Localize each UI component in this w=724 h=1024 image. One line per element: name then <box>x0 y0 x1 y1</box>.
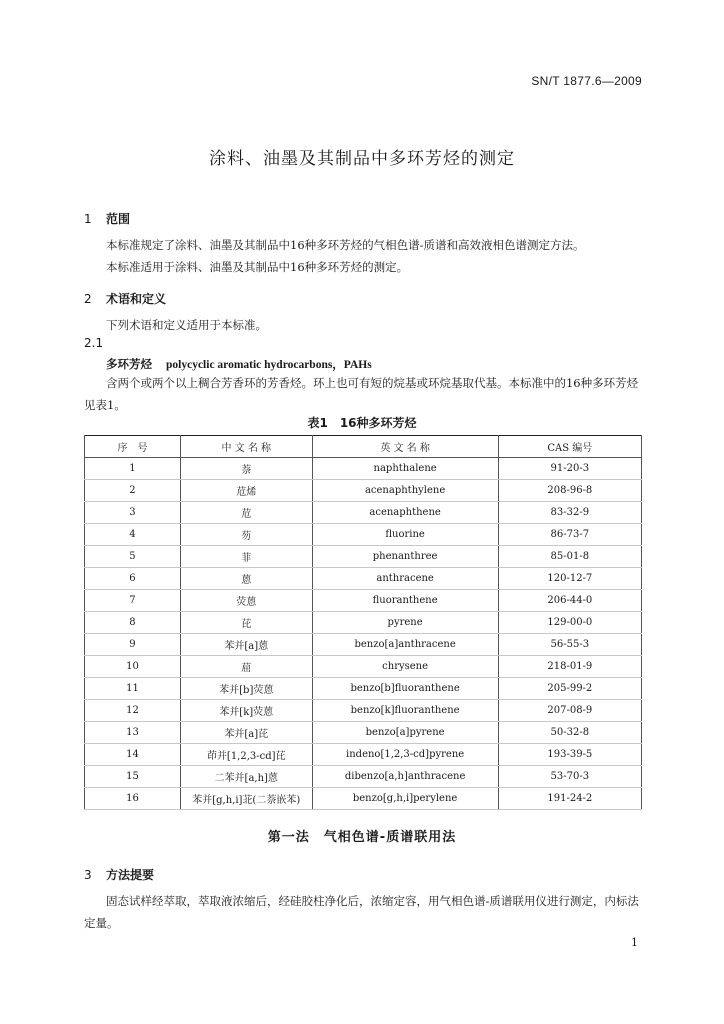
cell-en-name: benzo[a]anthracene <box>312 634 498 656</box>
cell-cas: 85-01-8 <box>498 546 641 568</box>
cell-en-name: benzo[a]pyrene <box>312 722 498 744</box>
table-caption: 表1 16种多环芳烃 <box>307 416 417 430</box>
col-header-cas: CAS 编号 <box>498 436 641 458</box>
cell-no: 13 <box>85 722 181 744</box>
table-row <box>85 700 642 722</box>
cell-cas: 206-44-0 <box>498 590 641 612</box>
section-title: 范围 <box>106 212 131 226</box>
cell-en-name: acenaphthylene <box>312 480 498 502</box>
term-english: polycyclic aromatic hydrocarbons，PAHs <box>166 359 372 371</box>
section-1-paragraph-1: 本标准规定了涂料、油墨及其制品中16种多环芳烃的气相色谱-质谱和高效液相色谱测定方法。 <box>106 238 585 252</box>
col-header-en-name: 英 文 名 称 <box>312 436 498 458</box>
cell-no: 1 <box>85 458 181 480</box>
cell-en-name: naphthalene <box>312 458 498 480</box>
cell-cas: 91-20-3 <box>498 458 641 480</box>
section-3-heading <box>84 866 154 883</box>
cell-no: 4 <box>85 524 181 546</box>
table-row <box>85 788 642 810</box>
col-header-cn-name: 中 文 名 称 <box>180 436 312 458</box>
cell-en-name: benzo[b]fluoranthene <box>312 678 498 700</box>
table-row <box>85 678 642 700</box>
cell-no: 9 <box>85 634 181 656</box>
cell-no: 12 <box>85 700 181 722</box>
section-number: 2 <box>84 292 92 306</box>
table-row <box>85 656 642 678</box>
cell-cas: 193-39-5 <box>498 744 641 766</box>
table-header-row <box>85 436 642 458</box>
cell-cn-name: 蒽 <box>180 568 312 590</box>
section-2-heading <box>84 290 166 307</box>
table-row <box>85 502 642 524</box>
cell-cas: 129-00-0 <box>498 612 641 634</box>
term-definition: 含两个或两个以上稠合芳香环的芳香烃。环上也可有短的烷基或环烷基取代基。本标准中的16种多环芳烃见表1。 <box>84 376 639 412</box>
cell-en-name: benzo[k]fluoranthene <box>312 700 498 722</box>
section-number: 1 <box>84 212 92 226</box>
cell-en-name: pyrene <box>312 612 498 634</box>
cell-cn-name: 芘 <box>180 612 312 634</box>
cell-cn-name: 苯并[b]荧蒽 <box>180 678 312 700</box>
section-1-paragraph-2: 本标准适用于涂料、油墨及其制品中16种多环芳烃的测定。 <box>106 260 409 274</box>
cell-cn-name: 茚并[1,2,3-cd]芘 <box>180 744 312 766</box>
cell-en-name: acenaphthene <box>312 502 498 524</box>
cell-no: 11 <box>85 678 181 700</box>
cell-en-name: anthracene <box>312 568 498 590</box>
section-title: 术语和定义 <box>106 292 167 306</box>
cell-cn-name: 䓛 <box>180 656 312 678</box>
cell-en-name: indeno[1,2,3-cd]pyrene <box>312 744 498 766</box>
col-header-no: 序 号 <box>85 436 181 458</box>
cell-no: 16 <box>85 788 181 810</box>
table-row <box>85 524 642 546</box>
cell-cn-name: 苊 <box>180 502 312 524</box>
cell-en-name: chrysene <box>312 656 498 678</box>
table-row <box>85 766 642 788</box>
cell-cas: 208-96-8 <box>498 480 641 502</box>
cell-cn-name: 苯并[a]芘 <box>180 722 312 744</box>
section-title: 方法提要 <box>106 868 155 882</box>
table-row <box>85 458 642 480</box>
cell-cas: 191-24-2 <box>498 788 641 810</box>
document-title: 涂料、油墨及其制品中多环芳烃的测定 <box>209 149 515 169</box>
cell-cn-name: 荧蒽 <box>180 590 312 612</box>
cell-cn-name: 二苯并[a,h]蒽 <box>180 766 312 788</box>
cell-cn-name: 苯并[a]蒽 <box>180 634 312 656</box>
cell-cn-name: 萘 <box>180 458 312 480</box>
cell-no: 8 <box>85 612 181 634</box>
section-number: 3 <box>84 868 92 882</box>
cell-cas: 207-08-9 <box>498 700 641 722</box>
cell-cn-name: 苯并[k]荧蒽 <box>180 700 312 722</box>
standard-code: SN/T 1877.6—2009 <box>531 74 642 88</box>
cell-cas: 50-32-8 <box>498 722 641 744</box>
cell-en-name: fluoranthene <box>312 590 498 612</box>
table-row <box>85 480 642 502</box>
cell-no: 7 <box>85 590 181 612</box>
cell-no: 2 <box>85 480 181 502</box>
table-row <box>85 546 642 568</box>
cell-no: 14 <box>85 744 181 766</box>
page-number: 1 <box>631 936 638 949</box>
cell-en-name: fluorine <box>312 524 498 546</box>
section-2-intro: 下列术语和定义适用于本标准。 <box>106 318 267 332</box>
cell-no: 15 <box>85 766 181 788</box>
section-3-paragraph: 固态试样经萃取，萃取液浓缩后，经硅胶柱净化后，浓缩定容，用气相色谱-质谱联用仪进行测定，内标法定量。 <box>84 894 639 930</box>
table-row <box>85 612 642 634</box>
cell-cas: 53-70-3 <box>498 766 641 788</box>
table-row <box>85 722 642 744</box>
cell-cn-name: 菲 <box>180 546 312 568</box>
clause-number <box>84 336 103 350</box>
cell-cas: 56-55-3 <box>498 634 641 656</box>
table-row <box>85 568 642 590</box>
pah-table <box>84 435 642 810</box>
cell-cn-name: 苯并[g,h,i]苝(二萘嵌苯) <box>180 788 312 810</box>
cell-no: 10 <box>85 656 181 678</box>
table-row <box>85 744 642 766</box>
cell-en-name: phenanthree <box>312 546 498 568</box>
cell-no: 5 <box>85 546 181 568</box>
cell-no: 3 <box>85 502 181 524</box>
cell-en-name: benzo[g,h,i]perylene <box>312 788 498 810</box>
table-row <box>85 634 642 656</box>
cell-cas: 205-99-2 <box>498 678 641 700</box>
method-title: 第一法 气相色谱-质谱联用法 <box>267 830 457 845</box>
cell-cas: 120-12-7 <box>498 568 641 590</box>
term-chinese: 多环芳烃 <box>106 357 152 371</box>
section-1-heading <box>84 210 130 227</box>
cell-cn-name: 苊烯 <box>180 480 312 502</box>
term-entry <box>106 356 372 372</box>
cell-cn-name: 芴 <box>180 524 312 546</box>
cell-no: 6 <box>85 568 181 590</box>
cell-cas: 218-01-9 <box>498 656 641 678</box>
cell-cas: 86-73-7 <box>498 524 641 546</box>
clause-label: 2.1 <box>84 336 104 350</box>
table-row <box>85 590 642 612</box>
cell-cas: 83-32-9 <box>498 502 641 524</box>
cell-en-name: dibenzo[a,h]anthracene <box>312 766 498 788</box>
